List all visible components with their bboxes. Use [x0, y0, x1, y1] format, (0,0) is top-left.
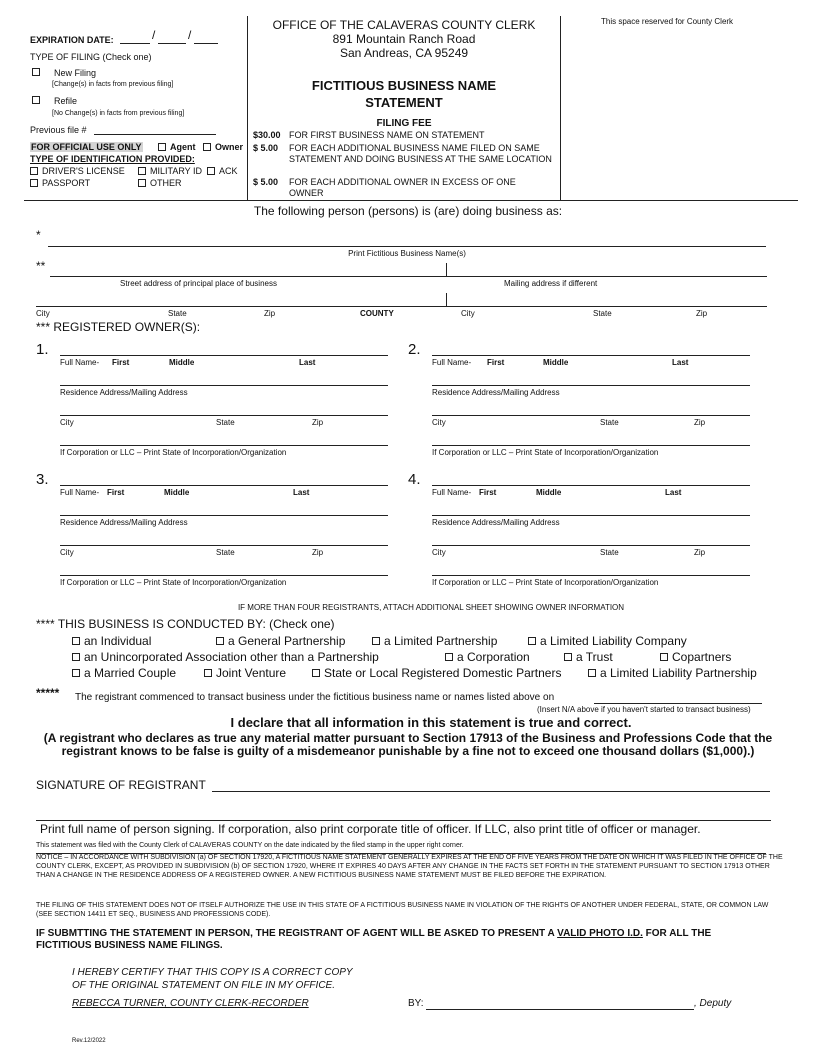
- owner-number: 3.: [36, 471, 49, 488]
- city-caption: City: [432, 548, 446, 557]
- printed-name-input[interactable]: [36, 820, 771, 821]
- owner-label: Owner: [215, 142, 244, 152]
- checkbox-box[interactable]: [564, 653, 572, 661]
- county-caption: COUNTY: [360, 309, 394, 318]
- stars-marker: ****: [36, 617, 55, 631]
- last-caption: Last: [665, 488, 682, 497]
- residence-caption: Residence Address/Mailing Address: [432, 518, 560, 527]
- zip-caption: Zip: [694, 418, 706, 427]
- first-caption: First: [107, 488, 125, 497]
- checkbox-box[interactable]: [372, 637, 380, 645]
- option-label: Joint Venture: [216, 666, 287, 680]
- state-caption: State: [600, 418, 619, 427]
- commenced-text: The registrant commenced to transact business under the fictitious business name or names listed above on: [75, 692, 555, 703]
- checkbox-box[interactable]: [32, 96, 40, 104]
- checkbox-box[interactable]: [30, 167, 38, 175]
- fee-amount: $30.00: [253, 130, 281, 140]
- business-type-option[interactable]: [588, 666, 757, 680]
- checkbox-box[interactable]: [30, 179, 38, 187]
- address-divider: [446, 263, 447, 277]
- checkbox-box[interactable]: [528, 637, 536, 645]
- owner-checkbox[interactable]: [203, 142, 243, 152]
- conducted-heading: [36, 617, 335, 631]
- full-name-caption: Full Name-: [60, 358, 100, 367]
- military-id-checkbox[interactable]: [138, 166, 202, 176]
- owner-residence-input[interactable]: [432, 385, 750, 386]
- option-label: a Limited Partnership: [384, 634, 498, 648]
- first-caption: First: [112, 358, 130, 367]
- checkbox-box[interactable]: [312, 669, 320, 677]
- zip-caption: Zip: [694, 548, 706, 557]
- agent-label: Agent: [170, 142, 196, 152]
- city-caption: City: [60, 418, 74, 427]
- middle-caption: Middle: [536, 488, 562, 497]
- residence-caption: Residence Address/Mailing Address: [432, 388, 560, 397]
- business-type-option[interactable]: [372, 634, 497, 648]
- middle-caption: Middle: [164, 488, 190, 497]
- corp-caption: If Corporation or LLC – Print State of Incorporation/Organization: [432, 448, 659, 457]
- option-label: a Corporation: [457, 650, 530, 664]
- owner-name-input[interactable]: [60, 485, 388, 486]
- option-label: an Individual: [84, 634, 152, 648]
- city-caption: City: [60, 548, 74, 557]
- full-name-caption: Full Name-: [432, 358, 472, 367]
- owner-corp-input[interactable]: [432, 575, 750, 576]
- zip-caption: Zip: [264, 309, 276, 318]
- first-caption: First: [479, 488, 497, 497]
- owner-name-input[interactable]: [432, 355, 750, 356]
- mailing-address-input[interactable]: [447, 276, 767, 277]
- checkbox-box[interactable]: [158, 143, 166, 151]
- agent-checkbox[interactable]: [158, 142, 196, 152]
- by-label: BY:: [408, 998, 424, 1009]
- checkbox-box[interactable]: [32, 68, 40, 76]
- stars-marker: ***: [36, 320, 51, 334]
- refile-note: [No Change(s) in facts from previous filing]: [52, 110, 185, 117]
- middle-caption: Middle: [169, 358, 195, 367]
- notice-expiration: NOTICE – IN ACCORDANCE WITH SUBDIVISION (a) OF SECTION 17920, A FICTITIOUS NAME STATEMENT GENERALLY EXPIRES AT THE END OF FIVE YEARS FROM THE DATE ON WHICH IT WAS FILED IN THE OFFICE OF THE COUNTY CLERK, EXCEPT, AS PROVIDED IN SUBDIVISION (b) OF SECTION 17920, WHERE IT EXPIRES 40 DAYS AFTER ANY CHANGE IN THE FACTS SET FORTH IN THE STATEMENT PURSUANT TO SECTION 17913 OTHER THAN A CHANGE IN THE RESIDENCE ADDRESS OF A REGISTERED OWNER. A NEW FICTITIOUS BUSINESS NAME STATEMENT MUST BE FILED BEFORE THE EXPIRATION.: [36, 854, 783, 879]
- declaration-heading: I declare that all information in this statement is true and correct.: [230, 715, 632, 730]
- corp-caption: If Corporation or LLC – Print State of Incorporation/Organization: [60, 578, 287, 587]
- mailing-city-caption: City: [461, 309, 475, 318]
- signature-input[interactable]: [212, 791, 770, 792]
- business-name-input[interactable]: [48, 246, 766, 247]
- certify-line: OF THE ORIGINAL STATEMENT ON FILE IN MY OFFICE.: [72, 980, 335, 991]
- business-type-option[interactable]: [72, 634, 151, 648]
- mailing-state-caption: State: [593, 309, 612, 318]
- expiration-date-label: EXPIRATION DATE:: [30, 35, 114, 45]
- stars-marker: *****: [36, 686, 60, 700]
- fee-text: FOR FIRST BUSINESS NAME ON STATEMENT: [289, 130, 485, 140]
- previous-file-input[interactable]: [94, 134, 216, 135]
- owner-block-4: [408, 470, 763, 595]
- middle-caption: Middle: [543, 358, 569, 367]
- zip-caption: Zip: [312, 418, 324, 427]
- reserved-space-label: This space reserved for County Clerk: [601, 17, 734, 26]
- signature-label: SIGNATURE OF REGISTRANT: [36, 778, 206, 792]
- owner-block-3: [36, 470, 391, 595]
- filed-note: This statement was filed with the County Clerk of CALAVERAS COUNTY on the date indicated by the filed stamp in the upper right corner.: [36, 842, 464, 849]
- certify-line: I HEREBY CERTIFY THAT THIS COPY IS A CORRECT COPY: [72, 967, 353, 978]
- filing-fee-heading: FILING FEE: [376, 118, 432, 129]
- option-label: a Limited Liability Company: [540, 634, 687, 648]
- id-type-label: TYPE OF IDENTIFICATION PROVIDED:: [30, 154, 195, 164]
- state-caption: State: [216, 418, 235, 427]
- conducted-heading-label: THIS BUSINESS IS CONDUCTED BY: (Check one): [57, 617, 335, 631]
- previous-file-label: Previous file #: [30, 125, 87, 135]
- deputy-label: , Deputy: [694, 998, 732, 1009]
- refile-label: Refile: [54, 96, 78, 106]
- valid-photo-id: VALID PHOTO I.D.: [557, 928, 643, 939]
- star-marker: **: [36, 259, 46, 273]
- declaration-line: (A registrant who declares as true any material matter pursuant to Section 17913 of the Business and Professions Code that the: [43, 731, 773, 745]
- business-type-option[interactable]: [660, 650, 731, 664]
- ack-checkbox[interactable]: [207, 166, 238, 176]
- checkbox-box[interactable]: [207, 167, 215, 175]
- office-city: San Andreas, CA 95249: [339, 46, 469, 60]
- commenced-date-input[interactable]: [594, 703, 762, 704]
- owner-name-input[interactable]: [60, 355, 388, 356]
- mailing-address-caption: Mailing address if different: [504, 279, 598, 288]
- state-caption: State: [168, 309, 187, 318]
- option-label: a Married Couple: [84, 666, 177, 680]
- state-caption: State: [216, 548, 235, 557]
- ack-label: ACK: [219, 166, 238, 176]
- business-type-option[interactable]: [204, 666, 286, 680]
- business-type-option[interactable]: [72, 650, 379, 664]
- owner-residence-input[interactable]: [60, 385, 388, 386]
- fee-amount: $ 5.00: [253, 143, 279, 153]
- business-type-option[interactable]: [216, 634, 345, 648]
- checkbox-box[interactable]: [72, 653, 80, 661]
- expiration-date-field[interactable]: / /: [120, 30, 218, 44]
- full-name-caption: Full Name-: [432, 488, 472, 497]
- owner-residence-input[interactable]: [432, 515, 750, 516]
- checkbox-box[interactable]: [445, 653, 453, 661]
- street-address-input[interactable]: [50, 276, 446, 277]
- owner-corp-input[interactable]: [60, 445, 388, 446]
- corp-caption: If Corporation or LLC – Print State of Incorporation/Organization: [60, 448, 287, 457]
- business-type-option[interactable]: [312, 666, 561, 680]
- last-caption: Last: [293, 488, 310, 497]
- checkbox-box[interactable]: [660, 653, 668, 661]
- print-name-instruction: Print full name of person signing. If corporation, also print corporate title of officer. If LLC, also print title of officer or manager.: [40, 822, 701, 836]
- office-street: 891 Mountain Ranch Road: [332, 32, 476, 46]
- new-filing-label: New Filing: [54, 68, 97, 78]
- in-person-notice: [36, 928, 796, 952]
- header-divider-right: [560, 16, 561, 200]
- checkbox-box[interactable]: [204, 669, 212, 677]
- business-type-option[interactable]: [564, 650, 613, 664]
- last-caption: Last: [299, 358, 316, 367]
- street-address-caption: Street address of principal place of business: [120, 279, 277, 288]
- owner-number: 2.: [408, 341, 421, 358]
- residence-caption: Residence Address/Mailing Address: [60, 518, 188, 527]
- owner-block-2: [408, 340, 763, 465]
- other-checkbox[interactable]: [138, 178, 182, 188]
- city-caption: City: [36, 309, 50, 318]
- passport-checkbox[interactable]: [30, 178, 90, 188]
- owner-city-input[interactable]: [60, 415, 388, 416]
- star-marker: *: [36, 228, 41, 242]
- clerk-name: REBECCA TURNER, COUNTY CLERK-RECORDER: [72, 998, 309, 1009]
- owner-residence-input[interactable]: [60, 515, 388, 516]
- type-of-filing-label: TYPE OF FILING (Check one): [30, 52, 152, 62]
- business-type-option[interactable]: [72, 666, 176, 680]
- in-person-line2: FICTITIOUS BUSINESS NAME FILINGS.: [36, 940, 223, 951]
- address-divider: [446, 293, 447, 307]
- commenced-note: (Insert N/A above if you haven't started to transact business): [537, 705, 751, 714]
- option-label: an Unincorporated Association other than a Partnership: [84, 650, 379, 664]
- city-caption: City: [432, 418, 446, 427]
- checkbox-box[interactable]: [138, 179, 146, 187]
- intro-text: The following person (persons) is (are) doing business as:: [253, 204, 563, 218]
- owner-city-input[interactable]: [60, 545, 388, 546]
- full-name-caption: Full Name-: [60, 488, 100, 497]
- form-title-line2: STATEMENT: [365, 95, 443, 110]
- option-label: Copartners: [672, 650, 732, 664]
- drivers-license-checkbox[interactable]: [30, 166, 125, 176]
- option-label: a Trust: [576, 650, 613, 664]
- option-label: a General Partnership: [228, 634, 346, 648]
- more-registrants-note: IF MORE THAN FOUR REGISTRANTS, ATTACH ADDITIONAL SHEET SHOWING OWNER INFORMATION: [237, 603, 625, 612]
- checkbox-box[interactable]: [138, 167, 146, 175]
- military-id-label: MILITARY ID: [150, 166, 203, 176]
- revision-label: Rev.12/2022: [72, 1038, 106, 1044]
- checkbox-box[interactable]: [588, 669, 596, 677]
- fee-text: FOR EACH ADDITIONAL BUSINESS NAME FILED ON SAME STATEMENT AND DOING BUSINESS AT THE SAME LOCATION: [289, 143, 552, 164]
- owner-number: 1.: [36, 341, 49, 358]
- owner-corp-input[interactable]: [60, 575, 388, 576]
- owners-heading-label: REGISTERED OWNER(S):: [53, 320, 201, 334]
- option-label: State or Local Registered Domestic Partners: [324, 666, 562, 680]
- state-caption: State: [600, 548, 619, 557]
- in-person-text: IF SUBMTTING THE STATEMENT IN PERSON, THE REGISTRANT OF AGENT WILL BE ASKED TO PRESENT A: [36, 928, 555, 939]
- first-caption: First: [487, 358, 505, 367]
- refile-checkbox[interactable]: [32, 96, 40, 104]
- owner-corp-input[interactable]: [432, 445, 750, 446]
- header-bottom-rule: [24, 200, 798, 201]
- last-caption: Last: [672, 358, 689, 367]
- mailing-city-state-zip-input[interactable]: [447, 306, 767, 307]
- new-filing-note: [Change(s) in facts from previous filing]: [52, 81, 174, 88]
- owner-city-input[interactable]: [432, 545, 750, 546]
- in-person-text-after: FOR ALL THE: [645, 928, 712, 939]
- business-type-option[interactable]: [445, 650, 530, 664]
- business-type-option[interactable]: [528, 634, 687, 648]
- owner-block-1: [36, 340, 391, 465]
- zip-caption: Zip: [312, 548, 324, 557]
- checkbox-box[interactable]: [72, 637, 80, 645]
- city-state-zip-input[interactable]: [36, 306, 446, 307]
- official-use-label: FOR OFFICIAL USE ONLY: [31, 142, 142, 152]
- deputy-signature-input[interactable]: [426, 1009, 694, 1010]
- option-label: a Limited Liability Partnership: [600, 666, 757, 680]
- form-title-line1: FICTITIOUS BUSINESS NAME: [311, 78, 497, 93]
- drivers-license-label: DRIVER'S LICENSE: [42, 166, 125, 176]
- office-name: OFFICE OF THE CALAVERAS COUNTY CLERK: [272, 18, 536, 32]
- business-name-caption: Print Fictitious Business Name(s): [348, 249, 466, 258]
- mailing-zip-caption: Zip: [696, 309, 708, 318]
- owner-name-input[interactable]: [432, 485, 750, 486]
- checkbox-box[interactable]: [72, 669, 80, 677]
- fee-amount: $ 5.00: [253, 177, 279, 187]
- checkbox-box[interactable]: [203, 143, 211, 151]
- declaration-line: registrant knows to be false is guilty of a misdemeanor punishable by a fine not to exceed one thousand dollars ($1,000).): [61, 744, 755, 758]
- notice-rights: THE FILING OF THIS STATEMENT DOES NOT OF ITSELF AUTHORIZE THE USE IN THIS STATE OF A FICTITIOUS BUSINESS NAME IN VIOLATION OF THE RIGHTS OF ANOTHER UNDER FEDERAL, STATE, OR COMMON LAW (SEE SECTION 14411 ET SEQ., BUSINESS AND PROFESSIONS CODE).: [36, 902, 769, 918]
- owner-city-input[interactable]: [432, 415, 750, 416]
- residence-caption: Residence Address/Mailing Address: [60, 388, 188, 397]
- fee-text: FOR EACH ADDITIONAL OWNER IN EXCESS OF ONE OWNER: [289, 177, 516, 198]
- owner-number: 4.: [408, 471, 421, 488]
- corp-caption: If Corporation or LLC – Print State of Incorporation/Organization: [432, 578, 659, 587]
- passport-label: PASSPORT: [42, 178, 91, 188]
- new-filing-checkbox[interactable]: [32, 68, 40, 76]
- other-label: OTHER: [150, 178, 182, 188]
- owners-heading: [36, 320, 200, 334]
- checkbox-box[interactable]: [216, 637, 224, 645]
